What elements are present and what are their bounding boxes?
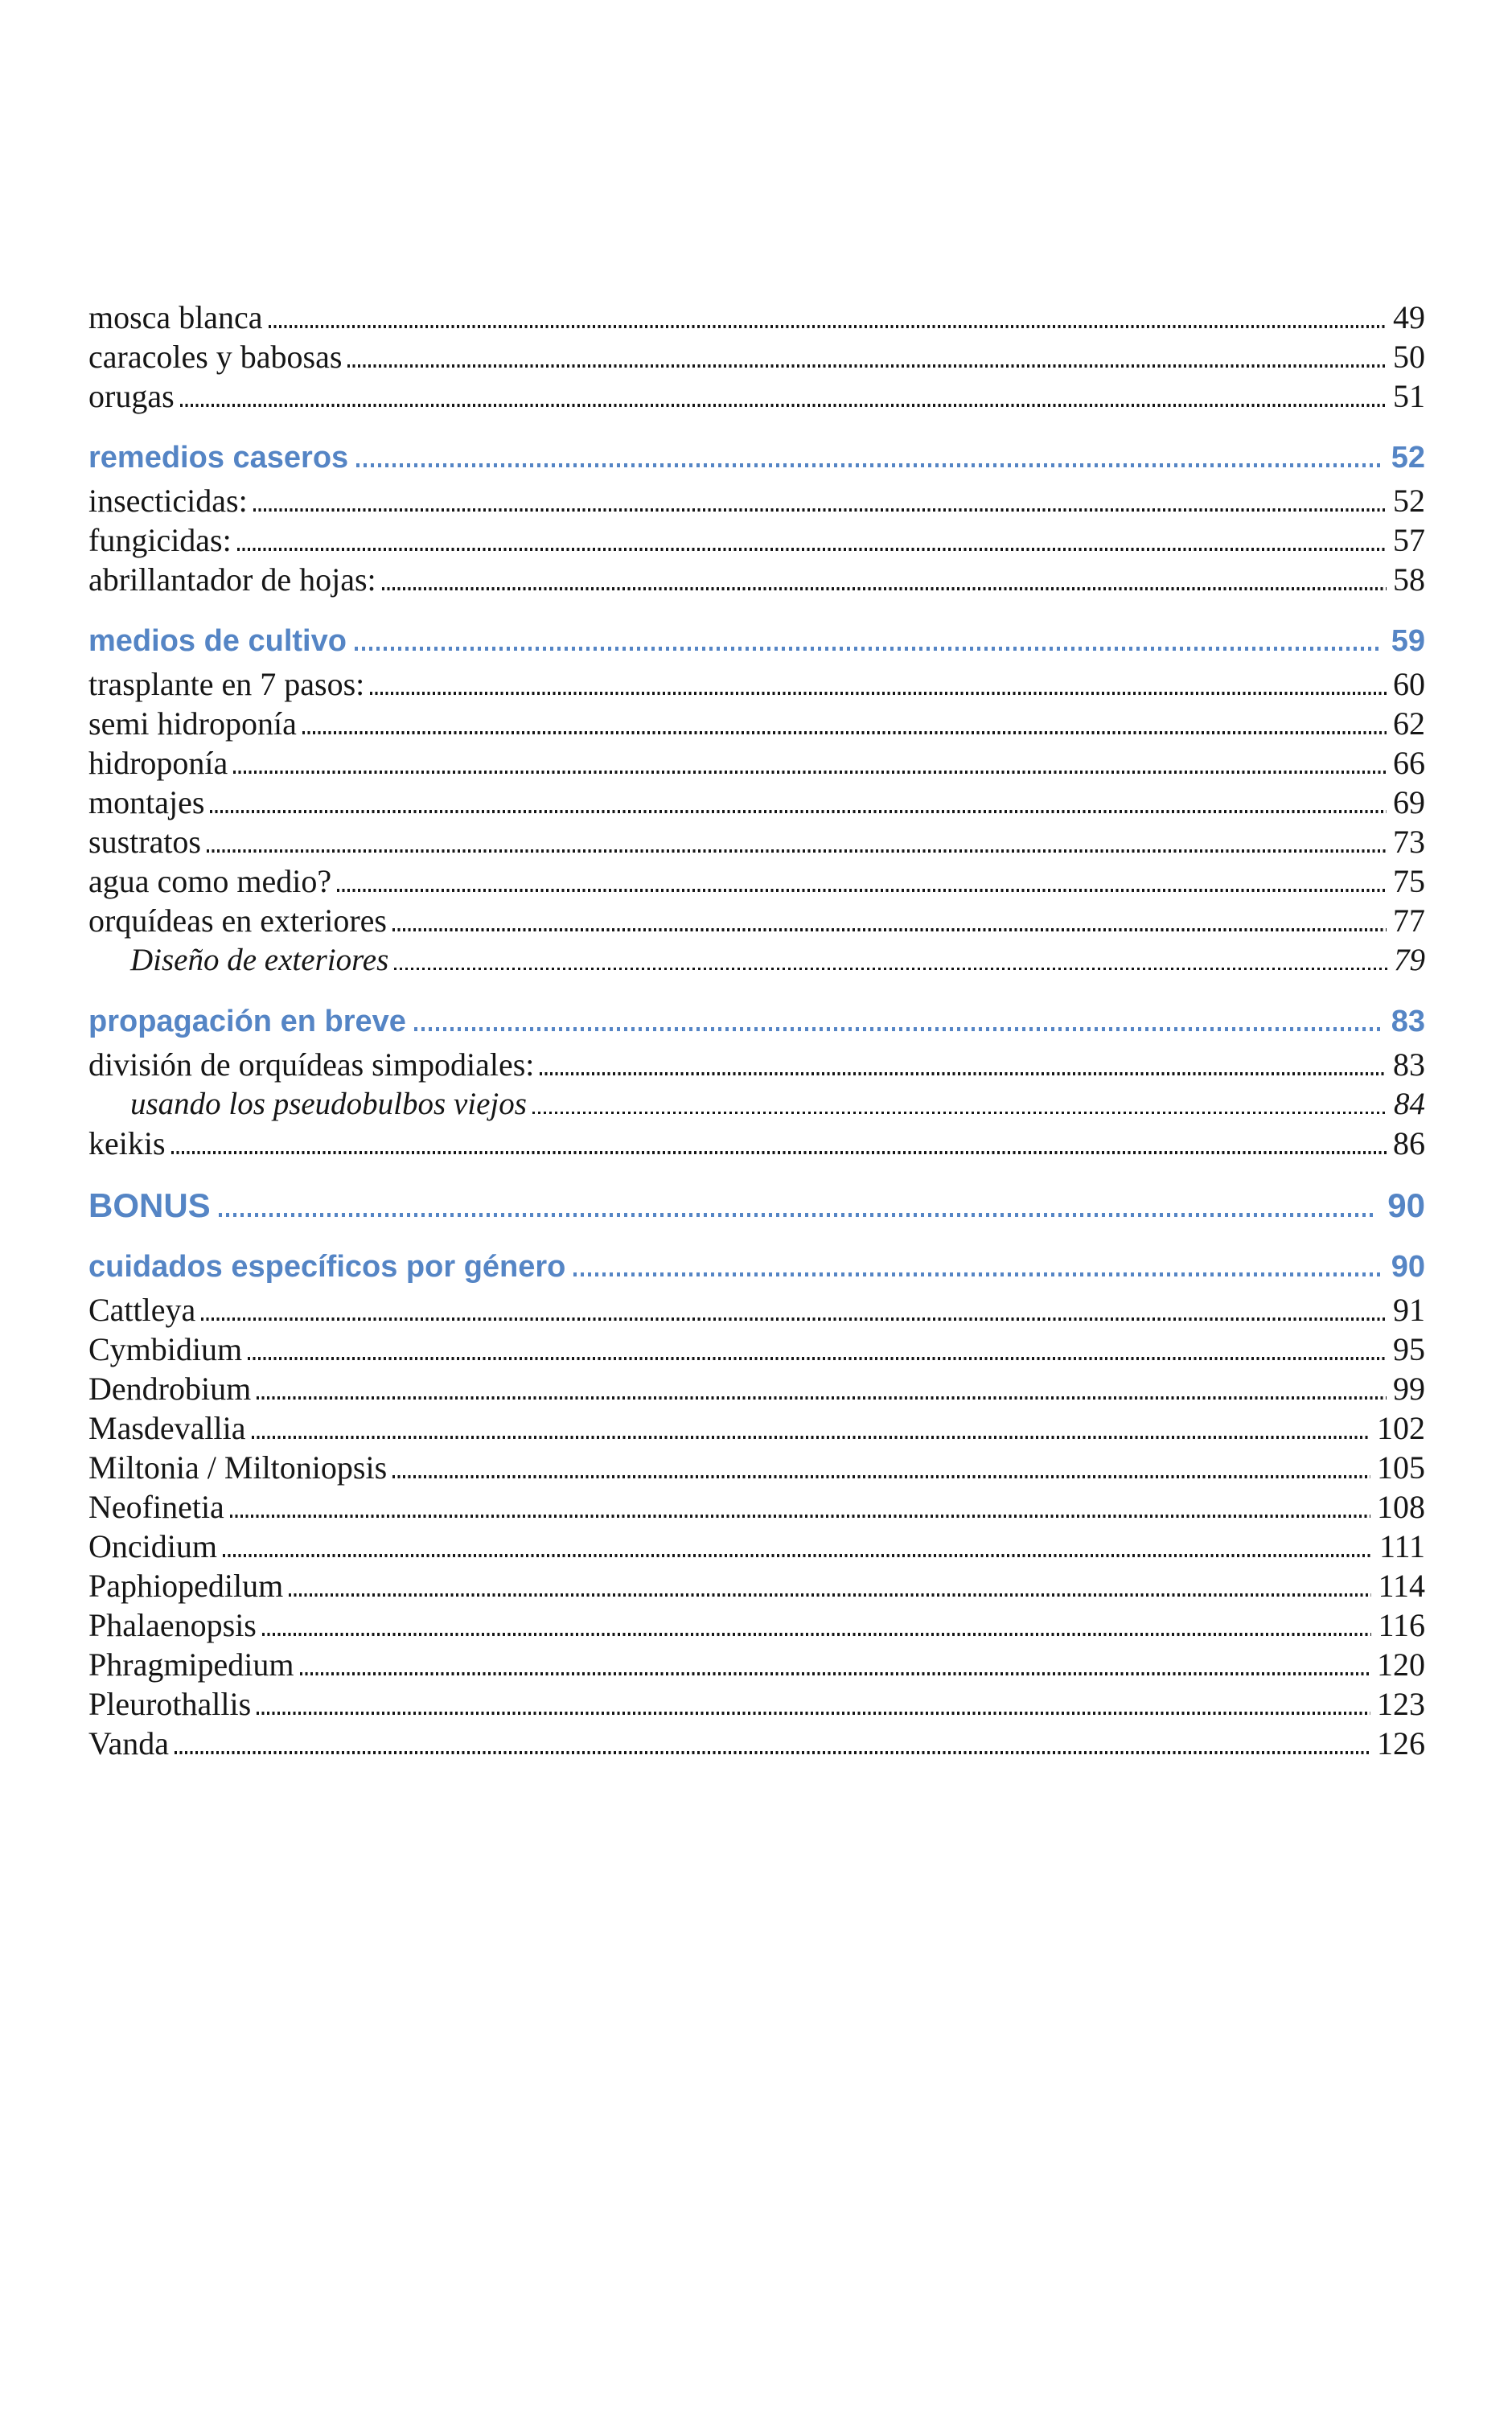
toc-entry-body[interactable]	[88, 783, 1425, 822]
toc-entry-page-number: 62	[1393, 705, 1425, 742]
dot-leader	[337, 889, 1387, 892]
dot-leader	[347, 364, 1387, 368]
toc-entry-page-number: 69	[1393, 784, 1425, 820]
toc-entry-sub[interactable]	[88, 1084, 1425, 1124]
toc-entry-label: Phalaenopsis	[88, 1607, 257, 1643]
toc-entry-body[interactable]	[88, 1527, 1425, 1566]
dot-leader	[355, 647, 1380, 651]
toc-entry-body[interactable]	[88, 743, 1425, 783]
toc-entry-h2[interactable]	[88, 438, 1425, 478]
toc-entry-page-number: 73	[1393, 824, 1425, 860]
toc-entry-page-number: 52	[1391, 441, 1425, 475]
dot-leader	[573, 1272, 1379, 1276]
dot-leader	[201, 1317, 1387, 1321]
toc-entry-label: cuidados específicos por género	[88, 1250, 566, 1284]
toc-entry-body[interactable]	[88, 704, 1425, 743]
toc-entry-page-number: 84	[1394, 1087, 1425, 1121]
dot-leader	[289, 1593, 1371, 1597]
toc-entry-body[interactable]	[88, 1290, 1425, 1330]
toc-entry-label: trasplante en 7 pasos:	[88, 666, 365, 702]
toc-entry-body[interactable]	[88, 1724, 1425, 1763]
toc-entry-page-number: 50	[1393, 339, 1425, 375]
toc-entry-label: medios de cultivo	[88, 624, 347, 658]
toc-entry-page-number: 58	[1393, 561, 1425, 598]
toc-entry-label: fungicidas:	[88, 522, 232, 558]
toc-entry-h2[interactable]	[88, 622, 1425, 661]
dot-leader	[257, 1712, 1370, 1715]
dot-leader	[237, 548, 1387, 551]
toc-entry-body[interactable]	[88, 337, 1425, 376]
dot-leader	[356, 463, 1380, 467]
toc-entry-page-number: 95	[1393, 1331, 1425, 1367]
toc-entry-h2[interactable]	[88, 1248, 1425, 1287]
toc-entry-label: remedios caseros	[88, 441, 349, 475]
toc-entry-page-number: 120	[1377, 1646, 1425, 1683]
toc-entry-body[interactable]	[88, 560, 1425, 599]
toc-entry-label: Dendrobium	[88, 1371, 252, 1407]
toc-entry-page-number: 114	[1378, 1568, 1425, 1604]
toc-entry-body[interactable]	[88, 1566, 1425, 1605]
toc-entry-page-number: 102	[1377, 1410, 1425, 1446]
toc-entry-label: Vanda	[88, 1725, 169, 1761]
toc-entry-body[interactable]	[88, 1369, 1425, 1408]
dot-leader	[248, 1357, 1387, 1360]
toc-entry-label: Pleurothallis	[88, 1686, 252, 1722]
toc-entry-body[interactable]	[88, 1645, 1425, 1684]
dot-leader	[230, 1515, 1370, 1518]
dot-leader	[262, 1633, 1372, 1636]
dot-leader	[392, 928, 1387, 931]
toc-entry-label: división de orquídeas simpodiales:	[88, 1046, 535, 1083]
toc-entry-page-number: 49	[1393, 299, 1425, 335]
dot-leader	[233, 771, 1387, 774]
dot-leader	[253, 508, 1387, 512]
toc-entry-label: Neofinetia	[88, 1489, 224, 1525]
toc-entry-page-number: 111	[1378, 1528, 1425, 1564]
dot-leader	[302, 731, 1387, 734]
toc-entry-label: agua como medio?	[88, 863, 332, 899]
toc-entry-page-number: 75	[1393, 863, 1425, 899]
toc-entry-label: insecticidas:	[88, 483, 248, 519]
toc-entry-body[interactable]	[88, 1408, 1425, 1448]
toc-entry-body[interactable]	[88, 1487, 1425, 1527]
toc-entry-page-number: 66	[1393, 745, 1425, 781]
toc-entry-label: Miltonia / Miltoniopsis	[88, 1449, 388, 1486]
toc-entry-page-number: 86	[1393, 1125, 1425, 1161]
toc-entry-label: Diseño de exteriores	[130, 943, 389, 977]
dot-leader	[394, 968, 1387, 970]
dot-leader	[392, 1475, 1370, 1478]
toc-entry-page-number: 59	[1391, 624, 1425, 658]
toc-entry-label: keikis	[88, 1125, 166, 1161]
toc-entry-page-number: 90	[1391, 1250, 1425, 1284]
toc-entry-page-number: 57	[1393, 522, 1425, 558]
toc-entry-page-number: 83	[1391, 1005, 1425, 1038]
toc-entry-body[interactable]	[88, 1124, 1425, 1163]
dot-leader	[180, 404, 1387, 407]
toc-entry-page-number: 126	[1377, 1725, 1425, 1761]
toc-entry-page-number: 77	[1393, 902, 1425, 939]
dot-leader	[532, 1112, 1387, 1114]
dot-leader	[540, 1072, 1387, 1075]
dot-leader	[171, 1151, 1387, 1154]
toc-entry-label: mosca blanca	[88, 299, 263, 335]
toc-entry-label: Masdevallia	[88, 1410, 246, 1446]
toc-entry-label: propagación en breve	[88, 1005, 406, 1038]
toc-entry-body[interactable]	[88, 664, 1425, 704]
toc-entry-body[interactable]	[88, 1684, 1425, 1724]
dot-leader	[300, 1672, 1370, 1675]
toc-entry-body[interactable]	[88, 1045, 1425, 1084]
toc-entry-label: abrillantador de hojas:	[88, 561, 376, 598]
toc-entry-page-number: 90	[1387, 1186, 1425, 1224]
toc-entry-page-number: 60	[1393, 666, 1425, 702]
dot-leader	[207, 849, 1387, 853]
toc-entry-body[interactable]	[88, 901, 1425, 940]
dot-leader	[175, 1751, 1370, 1754]
toc-entry-label: orquídeas en exteriores	[88, 902, 387, 939]
toc-entry-body[interactable]	[88, 861, 1425, 901]
dot-leader	[257, 1396, 1387, 1400]
dot-leader	[252, 1436, 1371, 1439]
toc-entry-label: Cymbidium	[88, 1331, 243, 1367]
toc-entry-page-number: 91	[1393, 1292, 1425, 1328]
toc-entry-page-number: 105	[1377, 1449, 1425, 1486]
toc-entry-body[interactable]	[88, 1605, 1425, 1645]
toc-entry-page-number: 116	[1378, 1607, 1425, 1643]
toc-entry-h2[interactable]	[88, 1002, 1425, 1042]
toc-entry-label: Oncidium	[88, 1528, 217, 1564]
toc-entry-body[interactable]	[88, 481, 1425, 520]
toc-entry-sub[interactable]	[88, 940, 1425, 980]
toc-entry-body[interactable]	[88, 520, 1425, 560]
dot-leader	[382, 587, 1387, 590]
toc-entry-label: montajes	[88, 784, 205, 820]
toc-entry-label: hidroponía	[88, 745, 228, 781]
toc-entry-label: Phragmipedium	[88, 1646, 294, 1683]
toc-entry-label: caracoles y babosas	[88, 339, 343, 375]
toc-entry-h1[interactable]	[88, 1186, 1425, 1225]
toc-entry-page-number: 51	[1393, 378, 1425, 414]
toc-entry-body[interactable]	[88, 1448, 1425, 1487]
toc-entry-label: sustratos	[88, 824, 201, 860]
toc-entry-label: Cattleya	[88, 1292, 196, 1328]
toc-entry-page-number: 99	[1393, 1371, 1425, 1407]
toc-entry-page-number: 83	[1393, 1046, 1425, 1083]
toc-entry-label: usando los pseudobulbos viejos	[130, 1087, 527, 1121]
dot-leader	[414, 1027, 1380, 1031]
dot-leader	[210, 810, 1387, 813]
toc-entry-page-number: 123	[1377, 1686, 1425, 1722]
dot-leader	[370, 692, 1387, 695]
toc-entry-label: BONUS	[88, 1186, 211, 1224]
toc-entry-label: Paphiopedilum	[88, 1568, 284, 1604]
toc-entry-body[interactable]	[88, 822, 1425, 861]
toc-entry-body[interactable]	[88, 298, 1425, 337]
toc-entry-page-number: 108	[1377, 1489, 1425, 1525]
toc-entry-body[interactable]	[88, 1330, 1425, 1369]
toc-entry-page-number: 52	[1393, 483, 1425, 519]
toc-entry-label: semi hidroponía	[88, 705, 297, 742]
dot-leader	[269, 325, 1387, 328]
dot-leader	[219, 1213, 1377, 1217]
toc-entry-page-number: 79	[1394, 943, 1425, 977]
toc-entry-label: orugas	[88, 378, 175, 414]
dot-leader	[223, 1554, 1373, 1557]
toc-entry-body[interactable]	[88, 376, 1425, 416]
